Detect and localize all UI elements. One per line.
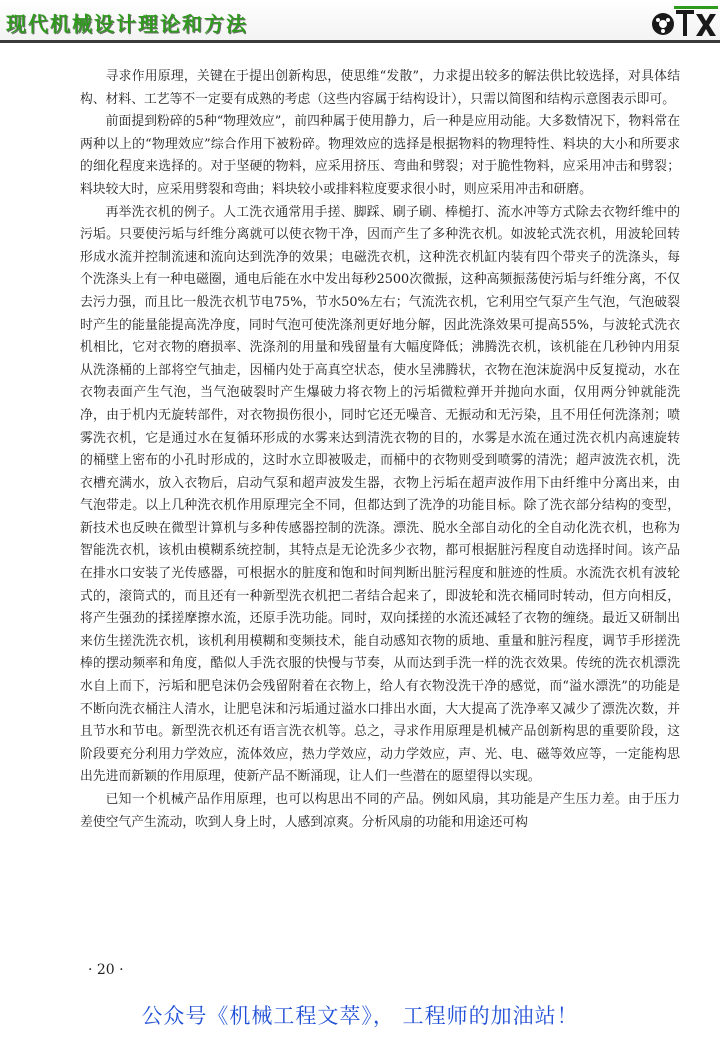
page-number: · 20 · (88, 962, 124, 978)
paragraph: 已知一个机械产品作用原理，也可以构思出不同的产品。例如风扇，其功能是产生压力差。由于压力差使空气产生流动，吹到人身上时，人感到凉爽。分析风扇的功能和用途还可构 (80, 792, 680, 830)
book-logo-icon (650, 2, 720, 42)
page-header (0, 0, 720, 40)
main-text (80, 66, 680, 834)
paragraph: 再举洗衣机的例子。人工洗衣通常用手搓、脚踩、刷子刷、棒槌打、流水冲等方式除去衣物纤维中的污垢。只要使污垢与纤维分离就可以使衣物干净，因而产生了多种洗衣机。如波轮式洗衣机，用波轮回转形成水流并控制流速和流向达到洗净的效果；电磁洗衣机，这种洗衣机缸内装有四个带夹子的洗涤头，每个洗涤头上有一种电磁圈，通电后能在水中发出每秒2500次微振，这种高频振荡使污垢与纤维分离，不仅去污力强，而且比一般洗衣机节电75%，节水50%左右；气流洗衣机，它利用空气泵产生气泡，气泡破裂时产生的能量能提高洗净度，同时气泡可使洗涤剂更好地分解，因此洗涤效果可提高55%，与波轮式洗衣机相比，它对衣物的磨损率、洗涤剂的用量和残留量有大幅度降低；沸腾洗衣机，该机能在几秒钟内用泵从洗涤桶的上部将空气抽走，因桶内处于高真空状态，使水呈沸腾状，衣物在泡沫旋涡中反复搅动，水在衣物表面产生气泡，当气泡破裂时产生爆破力将衣物上的污垢微粒弹开并抛向水面，仅用两分钟就能洗净，由于机内无旋转部件，对衣物损伤很小，同时它还无噪音、无振动和无污染，且不用任何洗涤剂；喷雾洗衣机，它是通过水在复循环形成的水雾来达到清洗衣物的目的，水雾是水流在通过洗衣机内高速旋转的桶壁上密布的小孔时形成的，这时水立即被吸走，而桶中的衣物则受到喷雾的清洗；超声波洗衣机，洗衣槽充满水，放入衣物后，启动气泵和超声波发生器，衣物上污垢在超声波作用下由纤维中分离出来，由气泡带走。以上几种洗衣机作用原理完全不同，但都达到了洗净的功能目标。除了洗衣部分结构的变型，新技术也反映在微型计算机与多种传感器控制的洗涤。漂洗、脱水全部自动化的全自动化洗衣机，也称为智能洗衣机，该机由模糊系统控制，其特点是无论洗多少衣物，都可根据脏污程度自动选择时间。该产品在排水口安装了光传感器，可根据水的脏度和饱和时间判断出脏污程度和脏迹的性质。水流洗衣机有波轮式的，滚筒式的，而且还有一种新型洗衣机把二者结合起来了，即波轮和洗衣桶同时转动，但方向相反，将产生强劲的揉搓摩擦水流，还原手洗功能。同时，双向揉搓的水流还减轻了衣物的缠绕。最近又研制出来仿生搓洗洗衣机，该机利用模糊和变频技术，能自动感知衣物的质地、重量和脏污程度，调节手形搓洗棒的摆动频率和角度，酷似人手洗衣服的快慢与节奏，从而达到手洗一样的洗衣效果。传统的洗衣机漂洗水自上而下，污垢和肥皂沫仍会残留附着在衣物上，给人有衣物没洗干净的感觉，而“溢水漂洗”的功能是不断向洗衣桶注人清水，让肥皂沫和污垢通过溢水口排出水面，大大提高了洗净率又减少了漂洗次数，并且节水和节电。新型洗衣机还有语言洗衣机等。总之，寻求作用原理是机械产品创新构思的重要阶段，这阶段要充分利用力学效应，流体效应，热力学效应，动力学效应，声、光、电、磁等效应等，一定能构思出先进而新颖的作用原理，使新产品不断涌现，让人们一些潜在的愿望得以实现。 (80, 204, 680, 785)
paragraph: 寻求作用原理，关键在于提出创新构思，使思维“发散”，力求提出较多的解法供比较选择，对具体结构、材料、工艺等不一定要有成熟的考虑（这些内容属于结构设计），只需以简图和结构示意图表示即可。 (80, 69, 680, 107)
header-divider (0, 40, 720, 43)
paragraph: 前面提到粉碎的5种“物理效应”，前四种属于使用静力，后一种是应用动能。大多数情况下，物料常在两种以上的“物理效应”综合作用下被粉碎。物理效应的选择是根据物料的物理特性、料块的大小和所要求的细化程度来选择的。对于坚硬的物料，应采用挤压、弯曲和劈裂；对于脆性物料，应采用冲击和劈裂；料块较大时，应采用劈裂和弯曲；料块较小或排料粒度要求很小时，则应采用冲击和研磨。 (80, 114, 680, 197)
book-title: 现代机械设计理论和方法 (6, 12, 248, 36)
footer-slogan: 公众号《机械工程文萃》， 工程师的加油站！ (141, 1004, 579, 1028)
